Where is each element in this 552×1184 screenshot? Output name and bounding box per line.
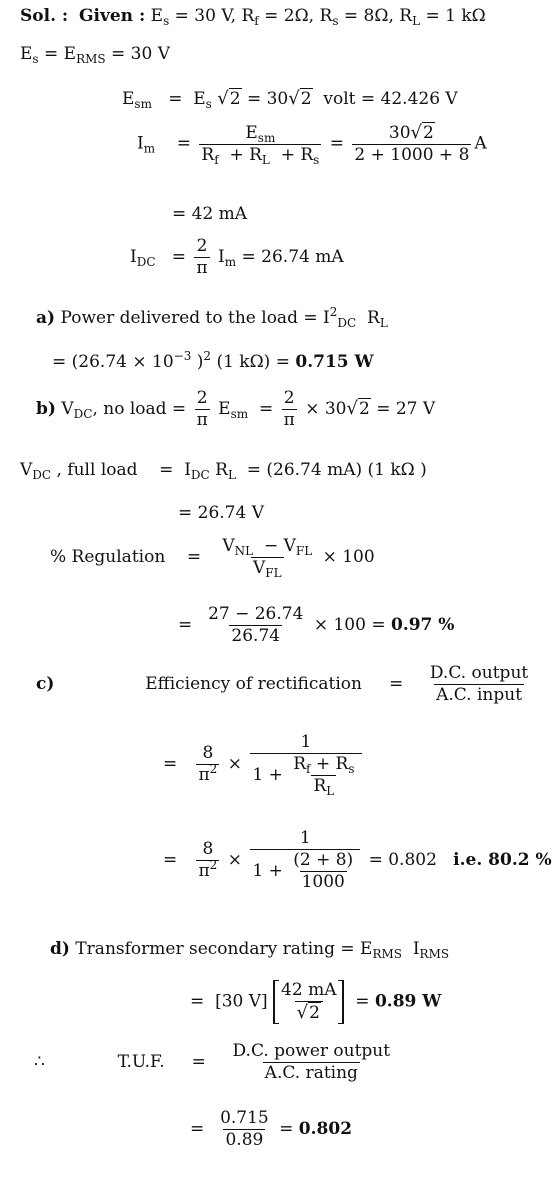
- vdc-value: = 26.74 V: [178, 503, 264, 523]
- tuf-calc: = $\frac{0.715}{0.89}$ = 0.802: [190, 1108, 353, 1150]
- esm-line: $E_{sm}$ = $E_s$ √2 = 30√2 volt = 42.426 V: [122, 88, 458, 111]
- given-label: Given :: [79, 6, 146, 26]
- im-fraction-2: $\frac{30√2}{2 + 1000 + 8}$: [354, 122, 470, 165]
- sol-label: Sol. :: [20, 6, 69, 26]
- es-line: $E_s = E_{RMS} = 30$ V: [20, 44, 170, 66]
- part-c-line: c) Efficiency of rectification = $\frac{\text{D.C. output}}{\text{A.C. input}}$: [36, 663, 529, 705]
- part-d-line: d) Transformer secondary rating = $E_{RMS}$ $I_{RMS}$: [50, 939, 450, 961]
- idc-line: $I_{DC}$ = $\frac{2}{\pi}$ $I_m = 26.74$ mA: [130, 236, 344, 278]
- given-line: Sol. : Given : $E_s = 30$ V, $R_f = 2\Omega$, $R_s = 8\Omega$, $R_L = 1$ kΩ: [20, 6, 486, 28]
- regulation-calc: = $\frac{27 - 26.74}{26.74}$ × 100 = 0.97 %: [178, 604, 455, 646]
- part-a-calc: = ($26.74 \times 10^{-3}$ )$^2$ (1 kΩ) = 0.715 W: [52, 349, 374, 372]
- part-a-line: a) Power delivered to the load = $I^2_{DC}$ $R_L$: [36, 305, 388, 330]
- tuf-line: ∴ T.U.F. = $\frac{\text{D.C. power output}}{\text{A.C. rating}}$: [34, 1041, 391, 1083]
- part-b-line: b) $V_{DC}$, no load = $\frac{2}{\pi}$ $E_{sm}$ = $\frac{2}{\pi}$ × 30√2 = 27 V: [36, 388, 436, 430]
- vdc-full-line: $V_{DC}$ , full load = $I_{DC}$ $R_L = (26.74$ mA) (1 kΩ ): [20, 460, 427, 482]
- im-line: $I_m$ = $\frac{E_{sm}}{R_f + R_L + R_s}$ = $\frac{30√2}{2 + 1000 + 8}$ A: [137, 122, 487, 167]
- efficiency-calc: = $\frac{8}{\pi^2}$ × 1 1 + $\frac{(2 + 8)}{1000}$ = 0.802 i.e. 80.2 %: [163, 828, 552, 892]
- im-fraction: $\frac{E_{sm}}{R_f + R_L + R_s}$: [201, 122, 320, 167]
- im-value: = 42 mA: [172, 204, 248, 224]
- efficiency-formula: = $\frac{8}{\pi^2}$ × 1 1 + $\frac{R_f + R_s}{R_L}$: [163, 734, 365, 795]
- regulation-line: % Regulation = $\frac{V_{NL} - V_{FL}}{V_{FL}}$ × 100: [50, 536, 375, 580]
- rating-calc: = [30 V] $\frac{42 mA}{√2}$ = 0.89 W: [190, 980, 442, 1023]
